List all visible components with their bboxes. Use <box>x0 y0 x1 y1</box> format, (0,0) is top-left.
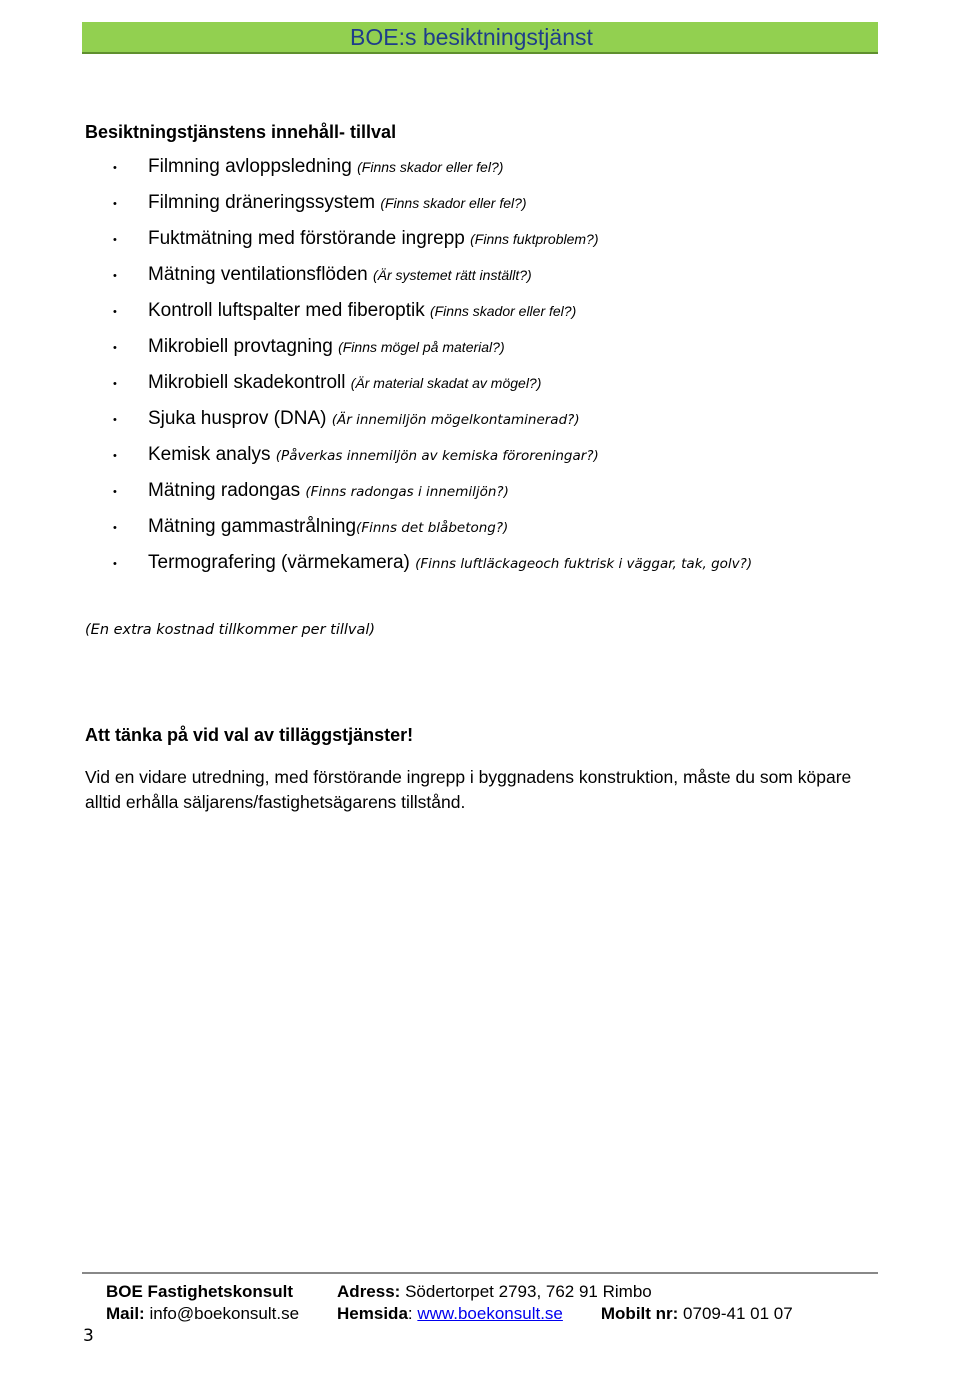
option-label: Kontroll luftspalter med fiberoptik <box>148 300 430 321</box>
header-band <box>82 22 878 54</box>
option-label: Filmning avloppsledning <box>148 156 358 177</box>
footer-web-label: Hemsida <box>337 1304 408 1323</box>
option-label: Fuktmätning med förstörande ingrepp <box>148 228 471 249</box>
footer-row-1 <box>106 1281 652 1302</box>
footer-address: Södertorpet 2793, 762 91 Rimbo <box>400 1282 652 1301</box>
option-item <box>85 512 752 548</box>
option-label: Mätning radongas <box>148 480 306 501</box>
option-item <box>85 548 752 584</box>
footer-mobile-label: Mobilt nr: <box>600 1304 679 1323</box>
option-item <box>85 404 752 440</box>
option-note: (Finns radongas i innemiljön?) <box>305 484 509 500</box>
footer-web-colon: : <box>407 1304 418 1323</box>
header-title: BOE:s besiktningstjänst <box>350 24 593 50</box>
bullet-icon: • <box>113 486 117 498</box>
option-note: (Finns det blåbetong?) <box>356 520 509 536</box>
option-item <box>85 224 752 260</box>
option-item <box>85 476 752 512</box>
footer-divider <box>82 1272 878 1274</box>
footer-company: BOE Fastighetskonsult <box>106 1282 294 1301</box>
option-item <box>85 368 752 404</box>
option-note: (Finns skador eller fel?) <box>380 195 527 211</box>
option-item <box>85 260 752 296</box>
option-note: (Är systemet rätt inställt?) <box>372 267 532 283</box>
option-label: Mikrobiell skadekontroll <box>148 372 351 393</box>
bullet-icon: • <box>113 558 117 570</box>
section-heading-options: Besiktningstjänstens innehåll- tillval <box>85 122 397 142</box>
footer-web-link[interactable]: www.boekonsult.se <box>417 1304 563 1323</box>
option-note: (Finns fuktproblem?) <box>470 231 599 247</box>
bullet-icon: • <box>113 270 117 282</box>
option-label: Kemisk analys <box>148 444 276 465</box>
option-note: (Är innemiljön mögelkontaminerad?) <box>331 412 580 428</box>
option-label: Termografering (värmekamera) <box>148 552 416 573</box>
option-note: (Finns skador eller fel?) <box>429 303 577 319</box>
bullet-icon: • <box>113 198 117 210</box>
page-number: 3 <box>83 1326 94 1346</box>
option-label: Mikrobiell provtagning <box>148 336 339 357</box>
footer-mail-label: Mail: <box>106 1304 145 1323</box>
option-note: (Finns luftläckageoch fuktrisk i väggar, tak, golv?) <box>415 556 753 572</box>
option-note: (Finns skador eller fel?) <box>357 159 504 175</box>
option-label: Mätning ventilationsflöden <box>148 264 373 285</box>
footer-mail: info@boekonsult.se <box>144 1304 300 1323</box>
bullet-icon: • <box>113 162 117 174</box>
bullet-icon: • <box>113 414 117 426</box>
option-item <box>85 440 752 476</box>
option-item <box>85 188 752 224</box>
option-note: (Påverkas innemiljön av kemiska föroreningar?) <box>275 448 599 464</box>
option-list <box>85 152 752 584</box>
option-label: Sjuka husprov (DNA) <box>148 408 332 429</box>
bullet-icon: • <box>113 522 117 534</box>
footer-row-2 <box>106 1303 793 1324</box>
option-label: Filmning dräneringssystem <box>148 192 381 213</box>
bullet-icon: • <box>113 234 117 246</box>
option-item <box>85 332 752 368</box>
option-note: (Är material skadat av mögel?) <box>350 375 542 391</box>
option-item <box>85 152 752 188</box>
option-label: Mätning gammastrålning <box>148 516 357 537</box>
extra-cost-note: (En extra kostnad tillkommer per tillval) <box>85 622 376 638</box>
option-note: (Finns mögel på material?) <box>338 339 505 355</box>
bullet-icon: • <box>113 378 117 390</box>
option-item <box>85 296 752 332</box>
section-heading-advice: Att tänka på vid val av tilläggstjänster! <box>85 725 414 745</box>
bullet-icon: • <box>113 306 117 318</box>
advice-paragraph: Vid en vidare utredning, med förstörande ingrepp i byggnadens konstruktion, måste du som köpare alltid erhålla säljarens/fastighetsägarens tillstånd. <box>85 767 852 812</box>
bullet-icon: • <box>113 342 117 354</box>
footer-mobile: 0709-41 01 07 <box>678 1304 793 1323</box>
bullet-icon: • <box>113 450 117 462</box>
footer-address-label: Adress: <box>337 1282 401 1301</box>
